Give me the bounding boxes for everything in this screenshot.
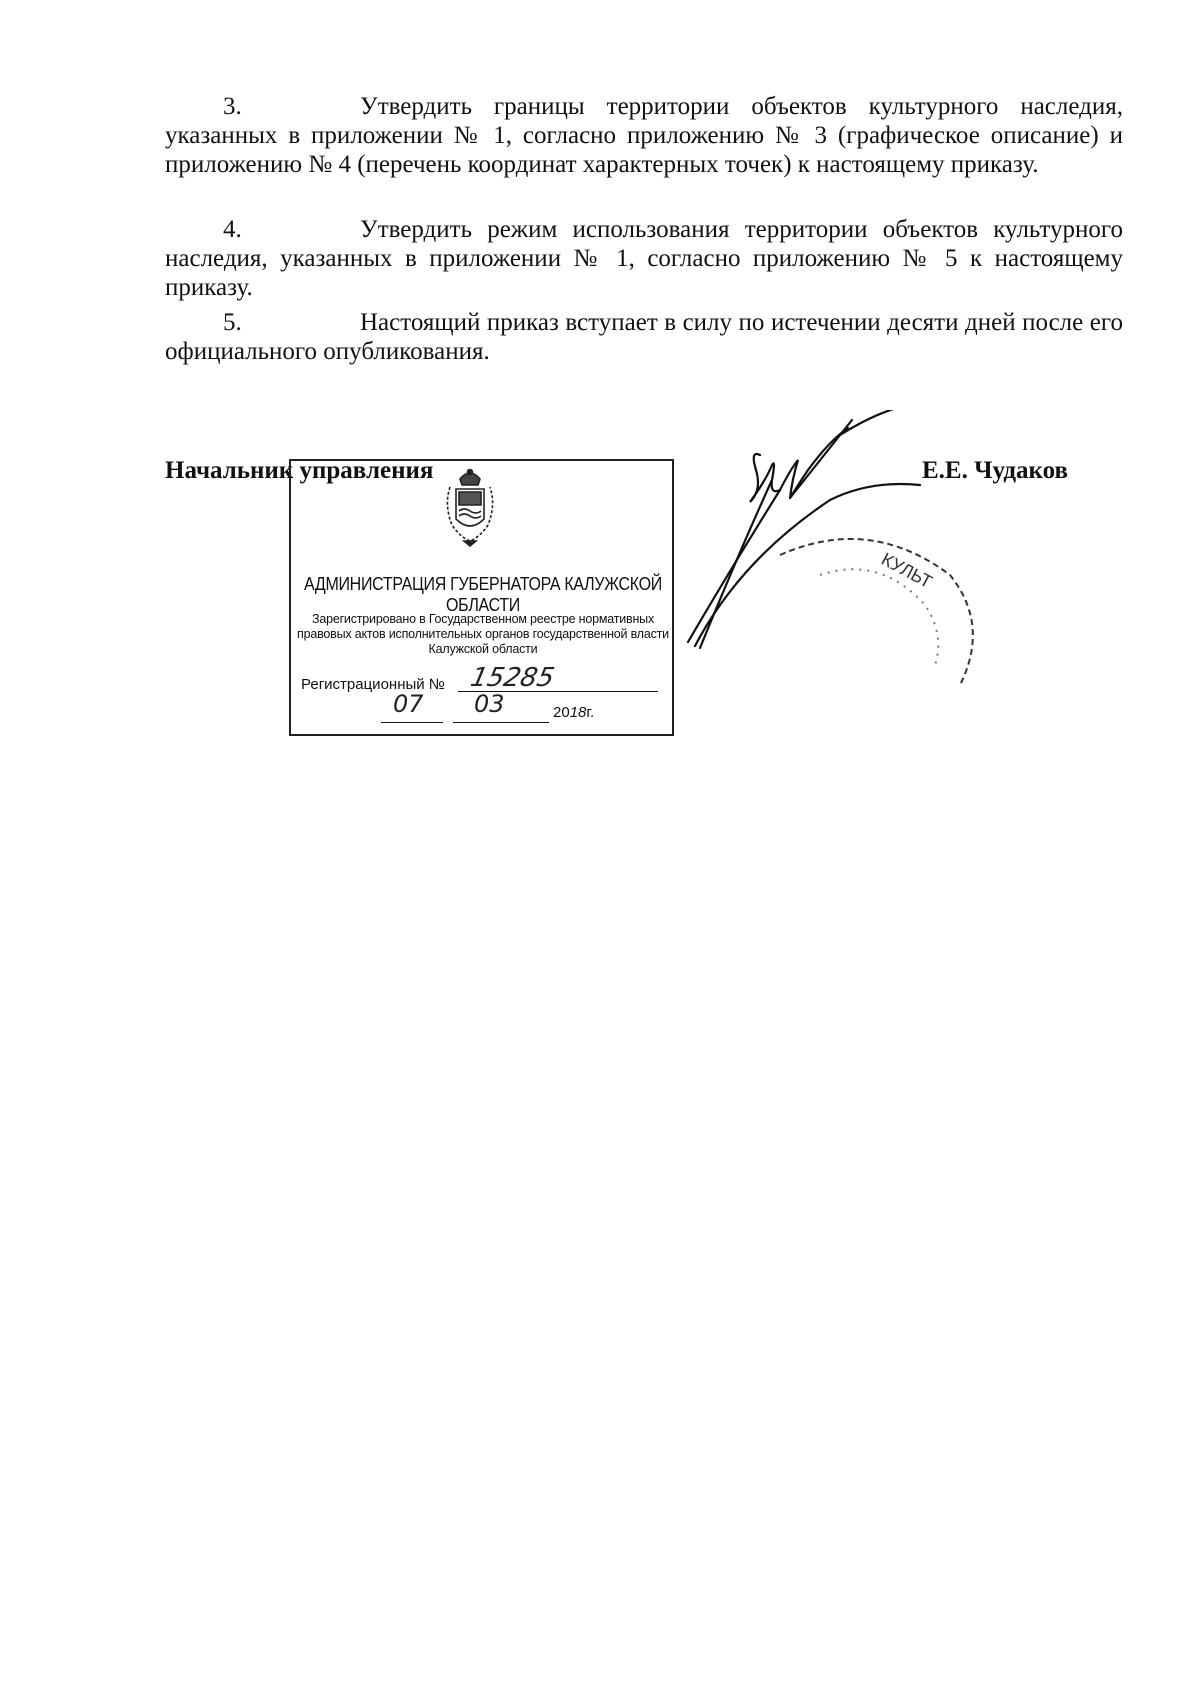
date-month-line bbox=[453, 722, 549, 723]
stamp-date bbox=[381, 690, 595, 728]
registration-stamp bbox=[289, 459, 674, 736]
paragraph-text: Утвердить границы территории объектов культурного наследия, указанных в приложении № 1, согласно приложению № 3 (графическое описание) и приложению № 4 (перечень координат характерных точек) к настоящему приказу. bbox=[165, 93, 1123, 178]
coat-of-arms-icon bbox=[442, 467, 498, 547]
stamp-registration-label: Регистрационный № bbox=[301, 676, 445, 693]
paragraph-number: 4. bbox=[223, 216, 242, 243]
paragraph-4 bbox=[165, 215, 1123, 302]
registration-number: 15285 bbox=[467, 663, 557, 693]
paragraph-5 bbox=[165, 308, 1123, 366]
paragraph-number: 3. bbox=[223, 93, 242, 120]
stamp-year-suffix: 18 bbox=[569, 704, 587, 721]
paragraph-text: Настоящий приказ вступает в силу по истечении десяти дней после его официального опубликования. bbox=[165, 309, 1123, 365]
signatory-role: Начальник управления bbox=[165, 457, 434, 484]
stamp-year-unit: г. bbox=[586, 704, 595, 721]
stamp-year-prefix: 20 bbox=[553, 704, 570, 721]
stamp-registration-text: Зарегистрировано в Государственном реестре нормативных правовых актов исполнительных органов государственной власти Калужской области bbox=[297, 612, 669, 656]
stamp-organization: АДМИНИСТРАЦИЯ ГУБЕРНАТОРА КАЛУЖСКОЙ ОБЛАСТИ bbox=[304, 575, 662, 616]
paragraph-text: Утвердить режим использования территории объектов культурного наследия, указанных в приложении № 1, согласно приложению № 5 к настоящему приказу. bbox=[165, 216, 1123, 301]
date-day-line bbox=[381, 722, 443, 723]
signatory-name: Е.Е. Чудаков bbox=[922, 457, 1068, 484]
paragraph-3 bbox=[165, 92, 1123, 179]
paragraph-number: 5. bbox=[223, 309, 242, 336]
round-seal-stamp bbox=[760, 515, 990, 715]
stamp-date-day: 07 bbox=[393, 690, 424, 718]
stamp-date-month: 03 bbox=[474, 690, 505, 718]
stamp-date-year bbox=[553, 704, 594, 721]
round-seal-text: КУЛЬТ bbox=[878, 548, 936, 593]
